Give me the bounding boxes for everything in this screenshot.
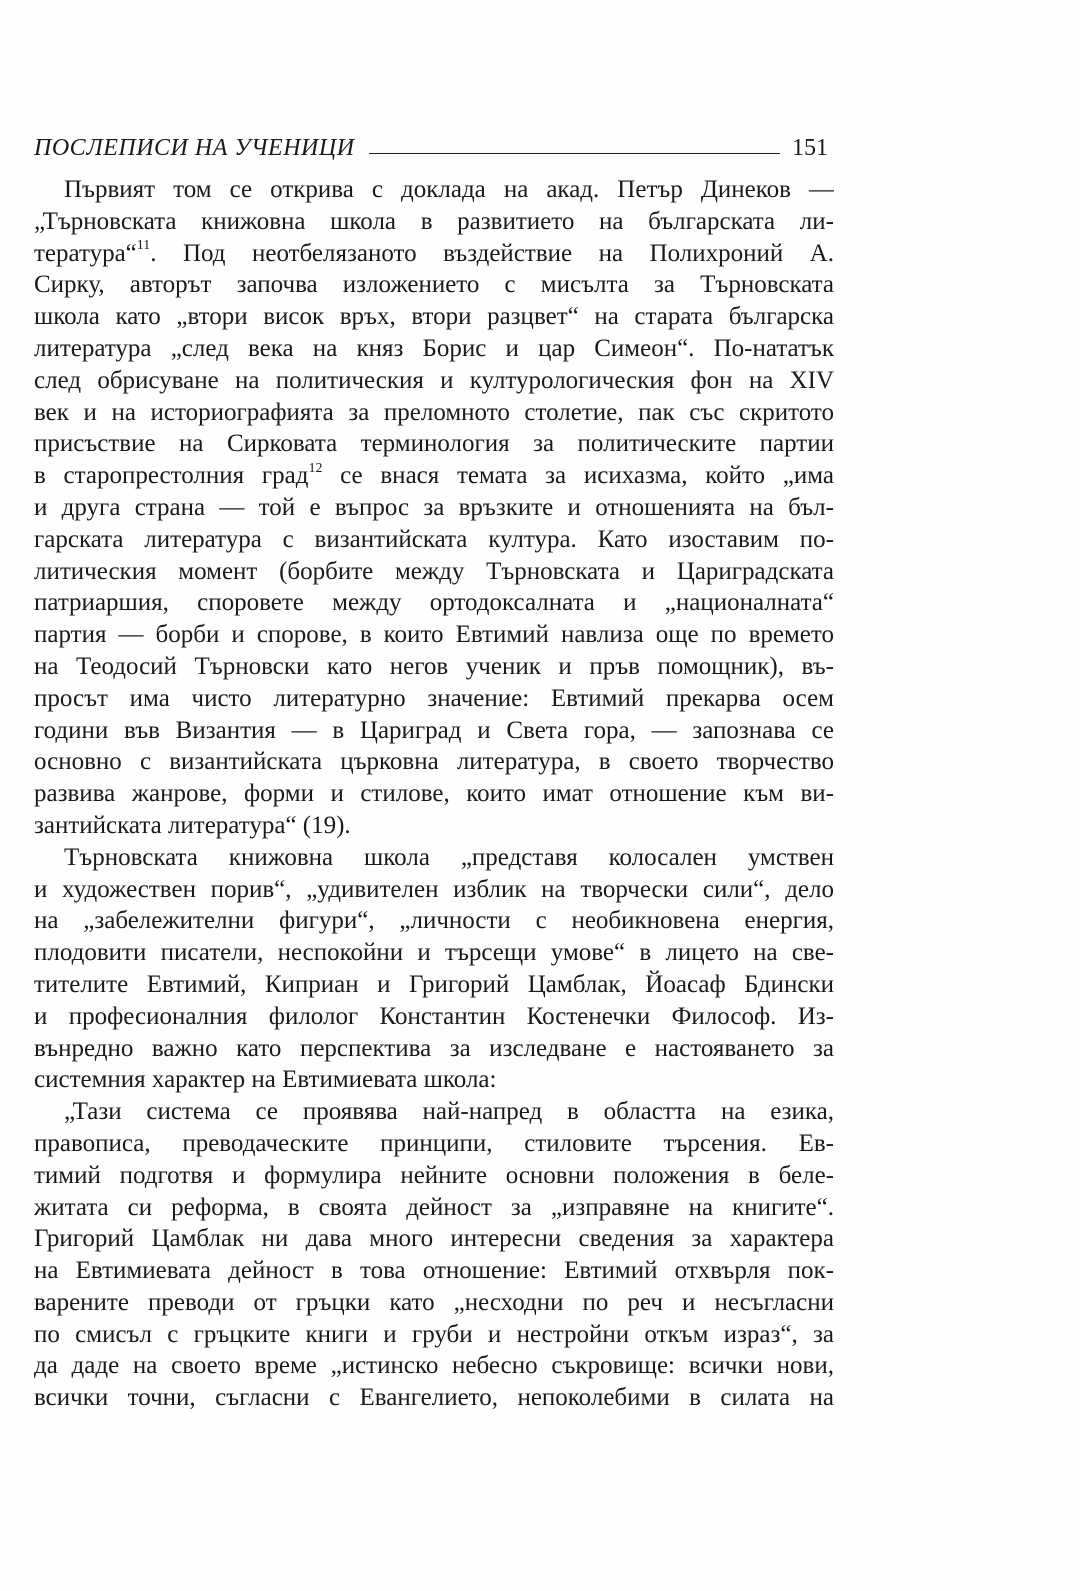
text-line: „Тази система се проявява най-напред в областта на езика, xyxy=(64,1098,834,1126)
text-line: в старопрестолния град$^{12}$ се внася темата за исихазма, който „има xyxy=(34,460,834,490)
text-line: патриаршия, споровете между ортодоксалната и „националната“ xyxy=(34,589,834,617)
text-line: школа като „втори висок връх, втори разцвет“ на старата българска xyxy=(34,303,834,331)
text-line: просът има чисто литературно значение: Евтимий прекарва осем xyxy=(34,684,834,712)
text-line: зантийската литература“ (19). xyxy=(34,811,351,839)
footnote-ref: 11 xyxy=(136,238,151,254)
header-rule xyxy=(369,153,780,154)
text-line: развива жанрове, форми и стилове, които имат отношение към ви- xyxy=(34,780,834,808)
text-line: присъствие на Сирковата терминология за политическите партии xyxy=(34,430,834,458)
footnote-ref: 12 xyxy=(308,460,323,476)
text-line: вънредно важно като перспектива за изследване е настояването за xyxy=(34,1034,834,1062)
text-line: на „забележителни фигури“, „личности с необикновена енергия, xyxy=(34,907,834,935)
text-line: житата си реформа, в своята дейност за „изправяне на книгите“. xyxy=(34,1193,834,1221)
text-line: всички точни, съгласни с Евангелието, непоколебими в силата на xyxy=(34,1384,834,1412)
text-line: партия — борби и спорове, в които Евтимий навлиза още по времето xyxy=(34,621,834,649)
text-line: системния характер на Евтимиевата школа: xyxy=(34,1066,497,1094)
text-line: тимий подготвя и формулира нейните основни положения в беле- xyxy=(34,1161,834,1189)
text-line: плодовити писатели, неспокойни и търсещи умове“ в лицето на све- xyxy=(34,939,834,967)
text-line: правописа, преводаческите принципи, стиловите търсения. Ев- xyxy=(34,1129,834,1157)
text-line: гарската литература с византийската култура. Като изоставим по- xyxy=(34,525,834,553)
text-line: Григорий Цамблак ни дава много интересни сведения за характера xyxy=(34,1225,834,1253)
body-text xyxy=(34,174,834,1414)
text-line: по смисъл с гръцките книги и груби и нестройни откъм израз“, за xyxy=(34,1320,834,1348)
text-line: и професионалния филолог Константин Костенечки Философ. Из- xyxy=(34,1002,834,1030)
text-line: да даде на своето време „истинско небесно съкровище: всички нови, xyxy=(34,1352,834,1380)
paragraph xyxy=(34,842,834,1096)
text-line: и друга страна — той е въпрос за връзките и отношенията на бъл- xyxy=(34,493,834,521)
text-line: Първият том се открива с доклада на акад. Петър Динеков — xyxy=(64,176,834,203)
text-line: на Теодосий Търновски като негов ученик и пръв помощник), въ- xyxy=(34,652,834,680)
paragraph xyxy=(34,174,834,842)
text-line: век и на историографията за преломното столетие, пак със скритото xyxy=(34,398,834,426)
text-line: след обрисуване на политическия и културологическия фон на XIV xyxy=(34,366,834,394)
running-title: ПОСЛЕПИСИ НА УЧЕНИЦИ xyxy=(34,135,355,161)
text-line: основно с византийската църковна литература, в своето творчество xyxy=(34,748,834,776)
paragraph xyxy=(34,1096,834,1414)
text-line: Търновската книжовна школа „представя колосален умствен xyxy=(64,843,834,871)
page-number: 151 xyxy=(792,135,828,161)
text-line: на Евтимиевата дейност в това отношение: Евтимий отхвърля пок- xyxy=(34,1257,834,1285)
text-line: и художествен порив“, „удивителен изблик на творчески сили“, дело xyxy=(34,875,834,903)
text-line: тителите Евтимий, Киприан и Григорий Цамблак, Йоасаф Бдински xyxy=(34,970,834,998)
text-line: литическия момент (борбите между Търновската и Цариградската xyxy=(34,557,834,585)
text-line: „Търновската книжовна школа в развитието на българската ли- xyxy=(34,207,834,235)
running-head xyxy=(34,124,828,160)
text-line: години във Византия — в Цариград и Света гора, — запознава се xyxy=(34,716,834,744)
text-line: варените преводи от гръцки като „несходни по реч и несъгласни xyxy=(34,1288,834,1316)
text-line: Сирку, авторът започва изложението с мисълта за Търновската xyxy=(34,271,834,299)
text-line: литература „след века на княз Борис и цар Симеон“. По-нататък xyxy=(34,334,834,362)
text-line: тература“$^{11}$. Под неотбелязаното въздействие на Полихроний А. xyxy=(34,238,834,267)
